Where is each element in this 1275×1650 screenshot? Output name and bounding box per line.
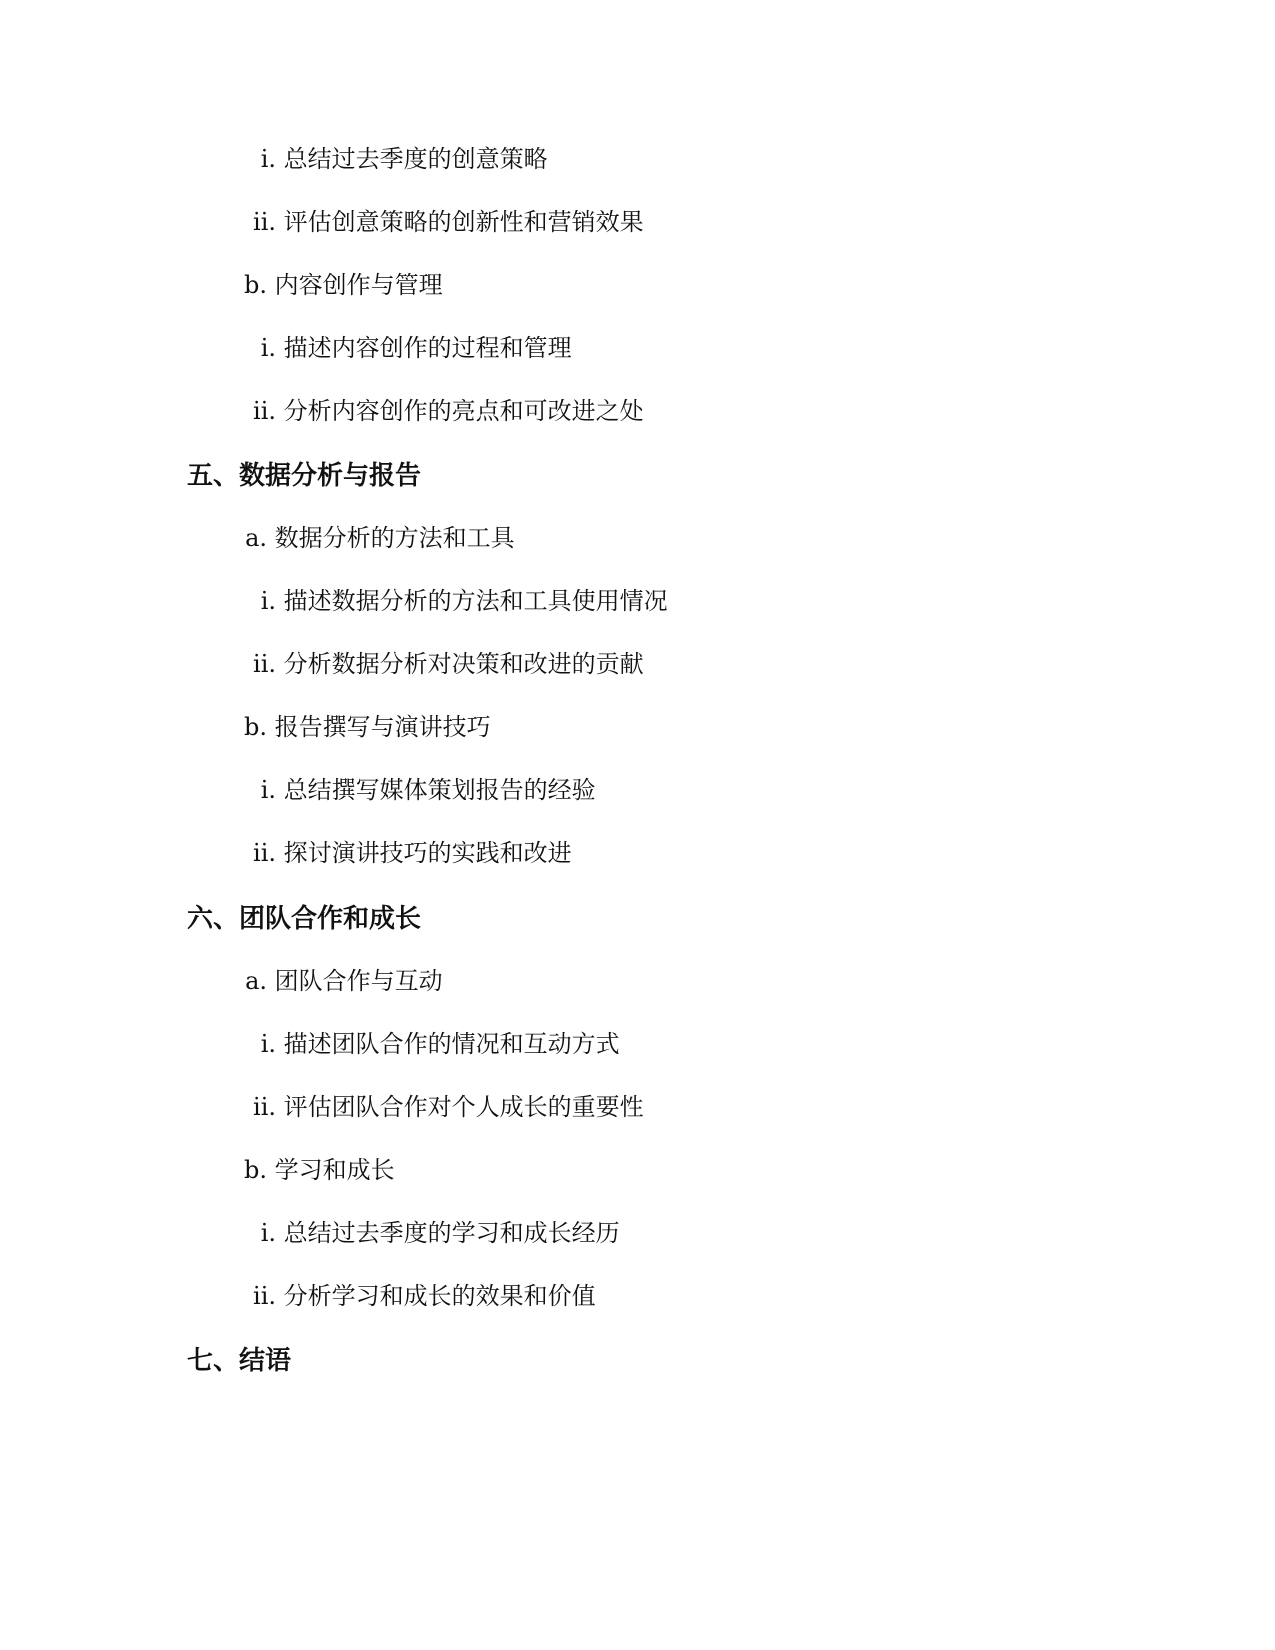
list-item-roman	[247, 147, 548, 171]
list-marker: ii.	[253, 397, 276, 425]
list-item-text: 评估创意策略的创新性和营销效果	[283, 208, 644, 236]
list-marker: i.	[260, 1219, 276, 1247]
list-item-text: 报告撰写与演讲技巧	[274, 713, 491, 741]
list-marker: ii.	[253, 839, 276, 867]
list-item-alpha	[242, 1158, 395, 1182]
list-item-roman	[247, 652, 644, 676]
list-marker: b.	[244, 713, 267, 741]
list-item-text: 分析内容创作的亮点和可改进之处	[283, 397, 644, 425]
list-item-alpha	[242, 526, 515, 550]
list-item-text: 描述团队合作的情况和互动方式	[283, 1030, 620, 1058]
list-item-text: 总结过去季度的创意策略	[283, 145, 548, 173]
list-item-text: 描述数据分析的方法和工具使用情况	[283, 587, 668, 615]
list-marker: a.	[245, 524, 267, 552]
section-heading: 六、团队合作和成长	[187, 904, 422, 934]
list-item-text: 评估团队合作对个人成长的重要性	[283, 1093, 644, 1121]
list-marker: ii.	[253, 1093, 276, 1121]
list-item-roman	[247, 210, 644, 234]
section-heading: 七、结语	[187, 1346, 292, 1376]
list-item-text: 探讨演讲技巧的实践和改进	[283, 839, 572, 867]
list-item-text: 学习和成长	[274, 1156, 395, 1184]
list-marker: i.	[260, 587, 276, 615]
list-marker: i.	[260, 334, 276, 362]
list-marker: b.	[244, 1156, 267, 1184]
list-item-alpha	[242, 715, 491, 739]
list-marker: a.	[245, 967, 267, 995]
list-item-roman	[247, 1095, 644, 1119]
list-item-text: 总结撰写媒体策划报告的经验	[283, 776, 596, 804]
list-item-roman	[247, 1284, 596, 1308]
list-marker: ii.	[253, 208, 276, 236]
list-marker: b.	[244, 271, 267, 299]
list-item-text: 数据分析的方法和工具	[274, 524, 515, 552]
list-item-roman	[247, 399, 644, 423]
list-item-text: 内容创作与管理	[274, 271, 443, 299]
list-item-text: 团队合作与互动	[274, 967, 443, 995]
list-item-alpha	[242, 273, 443, 297]
list-marker: i.	[260, 1030, 276, 1058]
list-item-roman	[247, 1221, 620, 1245]
list-item-roman	[247, 1032, 620, 1056]
list-item-roman	[247, 778, 596, 802]
list-marker: i.	[260, 776, 276, 804]
list-marker: i.	[260, 145, 276, 173]
list-item-roman	[247, 589, 668, 613]
list-item-alpha	[242, 969, 443, 993]
list-item-roman	[247, 336, 572, 360]
list-marker: ii.	[253, 650, 276, 678]
list-item-text: 分析学习和成长的效果和价值	[283, 1282, 596, 1310]
list-item-roman	[247, 841, 572, 865]
list-item-text: 分析数据分析对决策和改进的贡献	[283, 650, 644, 678]
list-item-text: 描述内容创作的过程和管理	[283, 334, 572, 362]
list-item-text: 总结过去季度的学习和成长经历	[283, 1219, 620, 1247]
list-marker: ii.	[253, 1282, 276, 1310]
section-heading: 五、数据分析与报告	[187, 461, 422, 491]
